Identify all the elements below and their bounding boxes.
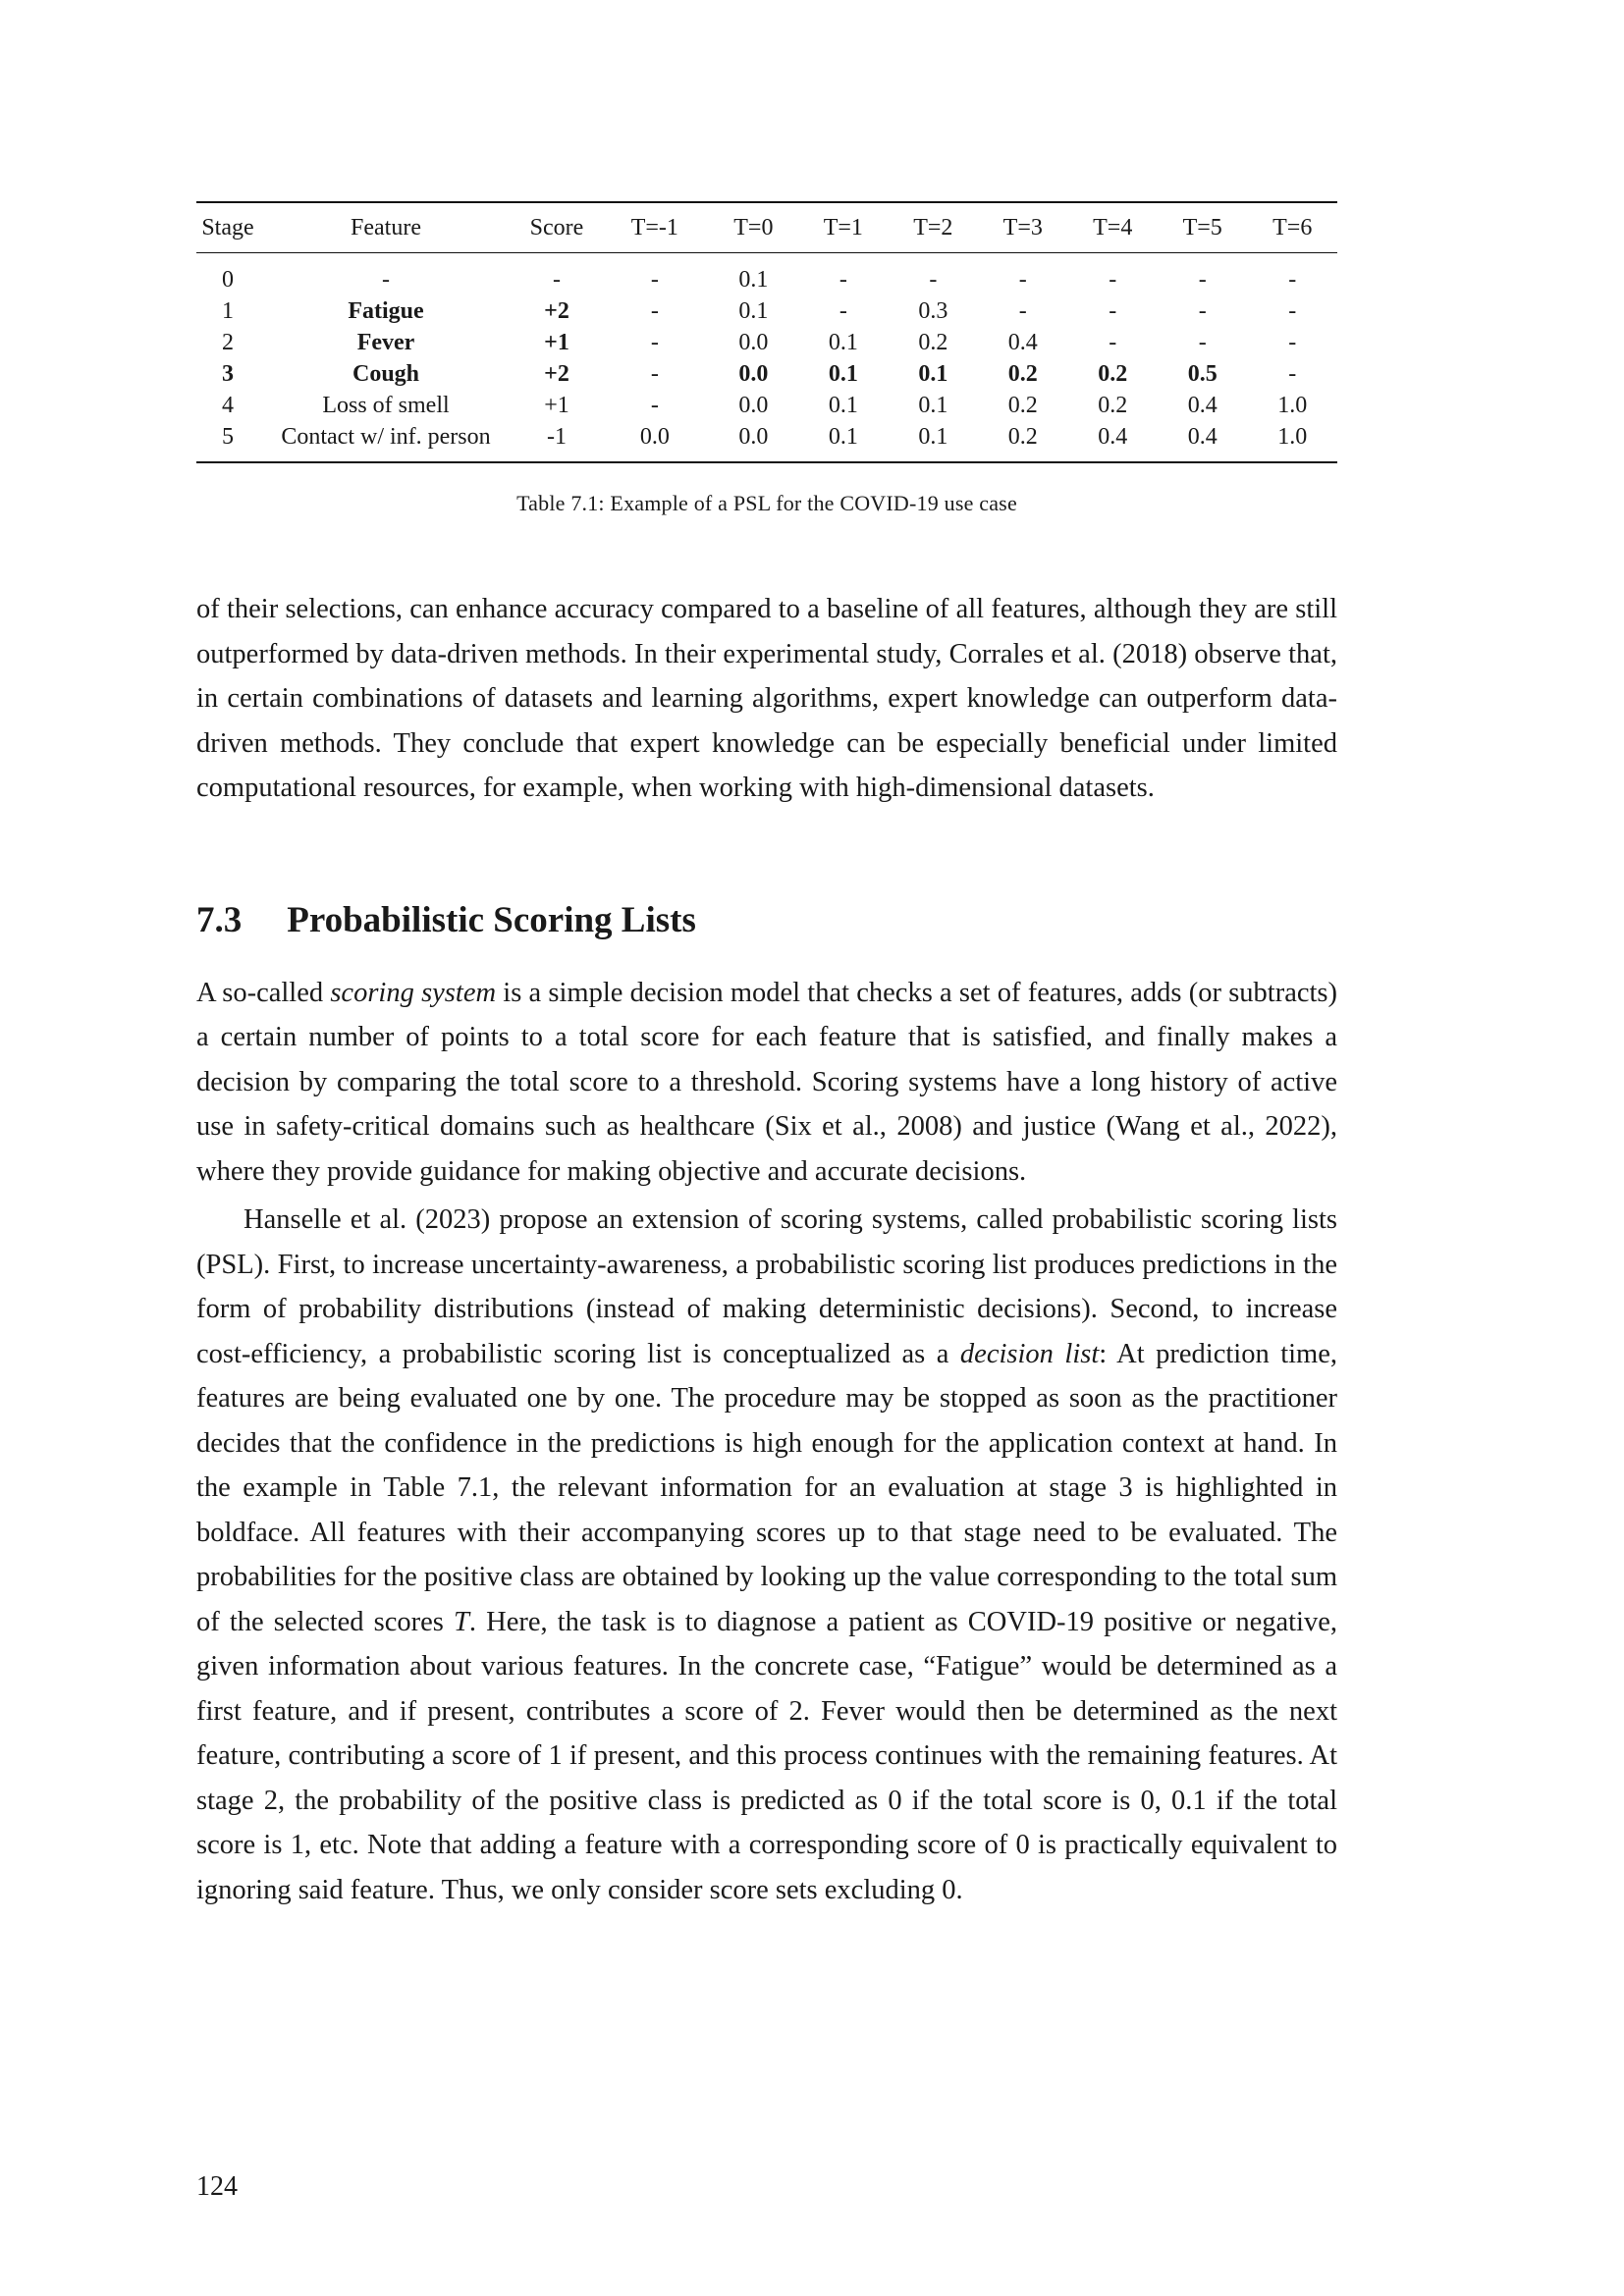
math-variable: T xyxy=(454,1606,469,1637)
table-cell: - xyxy=(1198,298,1207,324)
table-cell: 0.2 xyxy=(1007,424,1038,450)
table-cell: Loss of smell xyxy=(322,393,450,418)
table-cell: - xyxy=(1288,361,1297,387)
header-feature: Feature xyxy=(351,215,421,240)
table-cell: 0.4 xyxy=(1007,330,1038,355)
table-cell: - xyxy=(553,267,561,293)
emphasis-text: decision list xyxy=(959,1338,1100,1369)
table-cell: 0.1 xyxy=(828,361,858,387)
table-cell: 0.4 xyxy=(1187,424,1218,450)
psl-paragraph xyxy=(196,1198,1337,1912)
table-cell: 0.3 xyxy=(918,298,948,324)
table-cell: - xyxy=(650,330,659,355)
table-cell: - xyxy=(650,298,659,324)
section-heading xyxy=(196,899,1337,941)
table-cell: 0.1 xyxy=(918,424,948,450)
table-cell: - xyxy=(1109,330,1117,355)
text-span: : At prediction time, features are being evaluated one by one. The procedure may be stopped as soon as the practitioner decides that the confidence in the predictions is high enough for the application context at hand. In the example in Table 7.1, the relevant information for an evaluation at stage 3 is highlighted in boldface. All features with their accompanying scores up to that stage need to be evaluated. The probabilities for the positive class are obtained by looking up the value corresponding to the total sum of the selected scores xyxy=(196,1338,1337,1637)
table-row xyxy=(196,295,1337,327)
table-cell: 0.4 xyxy=(1098,424,1128,450)
text-span: is a simple decision model that checks a set of features, adds (or subtracts) a certain number of points to a total score for each feature that is satisfied, and finally makes a decision by comparing the total score to a threshold. Scoring systems have a long history of active use in safety-critical domains such as healthcare (Six et al., 2008) and justice (Wang et al., 2022), where they provide guidance for making objective and accurate decisions. xyxy=(196,977,1338,1187)
table-cell: 0.0 xyxy=(738,424,769,450)
table-cell: - xyxy=(1109,298,1117,324)
table-cell: 0.2 xyxy=(1007,361,1038,387)
table-header-row xyxy=(196,202,1337,253)
header-t6: T=6 xyxy=(1272,215,1313,240)
table-cell: 1.0 xyxy=(1277,424,1308,450)
text-span: A so-called xyxy=(196,977,331,1008)
table-row-highlighted xyxy=(196,358,1337,390)
table-cell: - xyxy=(1198,330,1207,355)
table-cell: - xyxy=(929,267,938,293)
table-row xyxy=(196,253,1337,296)
table-cell: 0.0 xyxy=(639,424,670,450)
table-cell: - xyxy=(382,267,390,293)
intro-paragraph: of their selections, can enhance accuracy compared to a baseline of all features, although they are still outperformed by data-driven methods. In their experimental study, Corrales et al. (2018) observe that, in certain combinations of datasets and learning algorithms, expert knowledge can outperform data-driven methods. They conclude that expert knowledge can be especially beneficial under limited computational resources, for example, when working with high-dimensional datasets. xyxy=(196,594,1337,803)
table-cell: 0 xyxy=(222,267,234,293)
table-cell: Cough xyxy=(352,361,420,387)
table-cell: 0.0 xyxy=(738,330,769,355)
table-cell: - xyxy=(1288,267,1297,293)
header-score: Score xyxy=(529,215,584,240)
table-cell: - xyxy=(839,267,847,293)
page-number: 124 xyxy=(196,2171,238,2202)
table-row xyxy=(196,421,1337,462)
table-cell: 0.1 xyxy=(828,330,858,355)
section-number: 7.3 xyxy=(196,899,243,940)
table-cell: 0.2 xyxy=(918,330,948,355)
table-cell: 0.1 xyxy=(918,361,948,387)
table-cell: - xyxy=(650,267,659,293)
header-t-minus-1: T=-1 xyxy=(630,215,678,240)
table-cell: 0.5 xyxy=(1187,361,1218,387)
section-title: Probabilistic Scoring Lists xyxy=(287,899,696,940)
table-cell: - xyxy=(1288,298,1297,324)
table-cell: - xyxy=(650,361,659,387)
header-t3: T=3 xyxy=(1002,215,1043,240)
table-cell: - xyxy=(839,298,847,324)
table-cell: 2 xyxy=(222,330,234,355)
table-row xyxy=(196,390,1337,421)
table-cell: - xyxy=(1018,267,1027,293)
table-cell: 0.1 xyxy=(738,298,769,324)
header-t0: T=0 xyxy=(733,215,774,240)
table-cell: 0.1 xyxy=(738,267,769,293)
table-cell: 0.1 xyxy=(828,424,858,450)
table-cell: 0.4 xyxy=(1187,393,1218,418)
table-cell: 0.1 xyxy=(918,393,948,418)
table-cell: 1 xyxy=(222,298,234,324)
emphasis-text: scoring system xyxy=(330,977,497,1008)
table-cell: 0.0 xyxy=(738,361,769,387)
page-content xyxy=(196,201,1337,1912)
table-cell: - xyxy=(1109,267,1117,293)
table-cell: 1.0 xyxy=(1277,393,1308,418)
header-stage: Stage xyxy=(201,215,254,240)
psl-table xyxy=(196,201,1337,463)
table-row xyxy=(196,327,1337,358)
table-cell: Fatigue xyxy=(348,298,424,324)
table-cell: +1 xyxy=(544,330,569,355)
table-cell: 5 xyxy=(222,424,234,450)
table-cell: 4 xyxy=(222,393,234,418)
table-caption: Table 7.1: Example of a PSL for the COVID-19 use case xyxy=(516,491,1017,515)
table-cell: 0.2 xyxy=(1007,393,1038,418)
table-cell: 0.1 xyxy=(828,393,858,418)
table-cell: Contact w/ inf. person xyxy=(281,424,491,450)
text-span: . Here, the task is to diagnose a patient as COVID-19 positive or negative, given information about various features. In the concrete case, “Fatigue” would be determined as a first feature, and if present, contributes a score of 2. Fever would then be determined as the next feature, contributing a score of 1 if present, and this process continues with the remaining features. At stage 2, the probability of the positive class is predicted as 0 if the total score is 0, 0.1 if the total score is 1, etc. Note that adding a feature with a corresponding score of 0 is practically equivalent to ignoring said feature. Thus, we only consider score sets excluding 0. xyxy=(196,1606,1337,1905)
table-cell: -1 xyxy=(547,424,567,450)
scoring-system-paragraph xyxy=(196,971,1337,1195)
table-cell: 0.2 xyxy=(1098,393,1128,418)
table-cell: - xyxy=(650,393,659,418)
header-t5: T=5 xyxy=(1182,215,1222,240)
table-cell: 3 xyxy=(222,361,234,387)
header-t2: T=2 xyxy=(913,215,953,240)
header-t4: T=4 xyxy=(1093,215,1133,240)
table-cell: +2 xyxy=(544,361,569,387)
table-cell: +2 xyxy=(544,298,569,324)
table-cell: - xyxy=(1288,330,1297,355)
text-span: Hanselle et al. (2023) propose an extension of scoring systems, called probabilistic scoring lists (PSL). First, to increase uncertainty-awareness, a probabilistic scoring list produces predictions in the form of probability distributions (instead of making deterministic decisions). Second, to increase cost-efficiency, a probabilistic scoring list is conceptualized as a xyxy=(196,1204,1337,1369)
table-cell: +1 xyxy=(544,393,569,418)
table-cell: Fever xyxy=(356,330,415,355)
header-t1: T=1 xyxy=(823,215,863,240)
table-cell: 0.0 xyxy=(738,393,769,418)
table-cell: - xyxy=(1018,298,1027,324)
table-cell: - xyxy=(1198,267,1207,293)
table-cell: 0.2 xyxy=(1098,361,1128,387)
